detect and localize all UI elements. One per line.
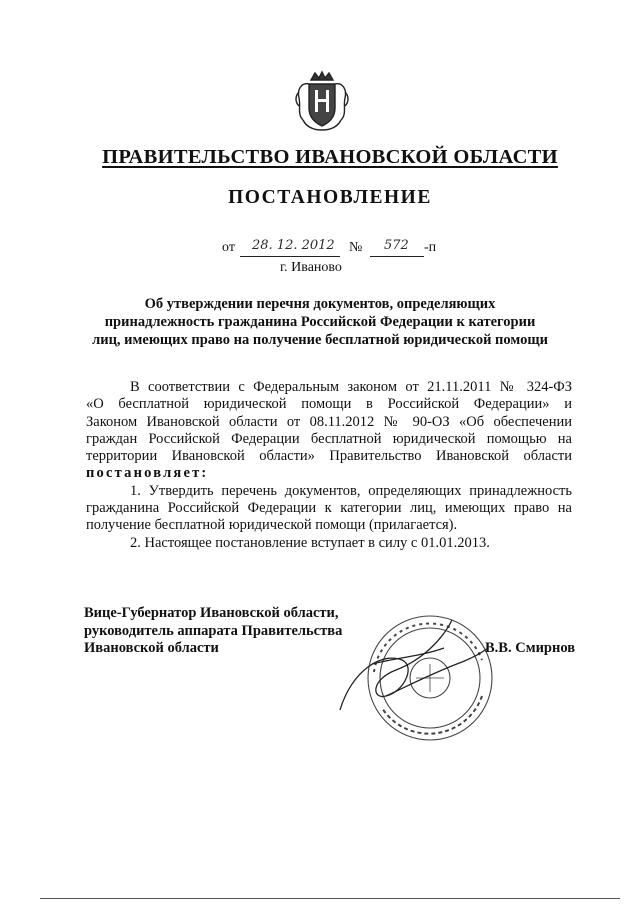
subject-line: Об утверждении перечня документов, определяющих [144,296,496,312]
bottom-divider [40,898,620,899]
number-sign: № [349,240,363,255]
position-line: Ивановской области [84,640,219,656]
coat-of-arms-icon [293,70,351,132]
signatory-position [84,605,342,658]
signatory-name: В.В. Смирнов [485,640,576,656]
date-prefix: от [222,240,235,255]
date-field [240,240,340,257]
item-1-line: 1. Утвердить перечень документов, определяющих принадлежность [130,482,572,499]
date-value: 28. 12. 2012 [252,238,335,253]
preamble-line: граждан Российской Федерации бесплатной юридической помощью на [86,430,572,447]
round-seal-icon [312,600,512,750]
preamble-line: Законом Ивановской области от 08.11.2012 № 90-ОЗ «Об обеспечении [86,413,572,430]
document-body [86,379,572,552]
organization-title: ПРАВИТЕЛЬСТВО ИВАНОВСКОЙ ОБЛАСТИ [102,146,558,168]
handwritten-signature-icon [340,620,488,710]
date-number-line [0,240,640,260]
item-1-line: гражданина Российской Федерации к категории лиц, имеющих право на [86,500,572,517]
number-suffix: -п [424,240,437,255]
document-type-title: ПОСТАНОВЛЕНИЕ [228,187,432,208]
number-value: 572 [384,238,409,253]
number-field [370,240,424,257]
decree-word: постановляет: [86,465,209,482]
position-line: Вице-Губернатор Ивановской области, [84,605,339,621]
subject-line: лиц, имеющих право на получение бесплатной юридической помощи [92,332,548,348]
preamble-line: В соответствии с Федеральным законом от 21.11.2011 № 324-ФЗ [130,379,572,395]
position-line: руководитель аппарата Правительства [84,622,343,639]
item-2: 2. Настоящее постановление вступает в силу с 01.01.2013. [130,534,490,551]
preamble-line: «О бесплатной юридической помощи в Российской Федерации» и [86,396,572,413]
preamble-line: территории Ивановской области» Правительство Ивановской области [86,448,572,465]
document-subject [60,295,580,349]
item-1-line: получение бесплатной юридической помощи (прилагается). [86,517,458,534]
city: г. Иваново [280,260,342,275]
subject-line: принадлежность гражданина Российской Федерации к категории [104,314,536,330]
